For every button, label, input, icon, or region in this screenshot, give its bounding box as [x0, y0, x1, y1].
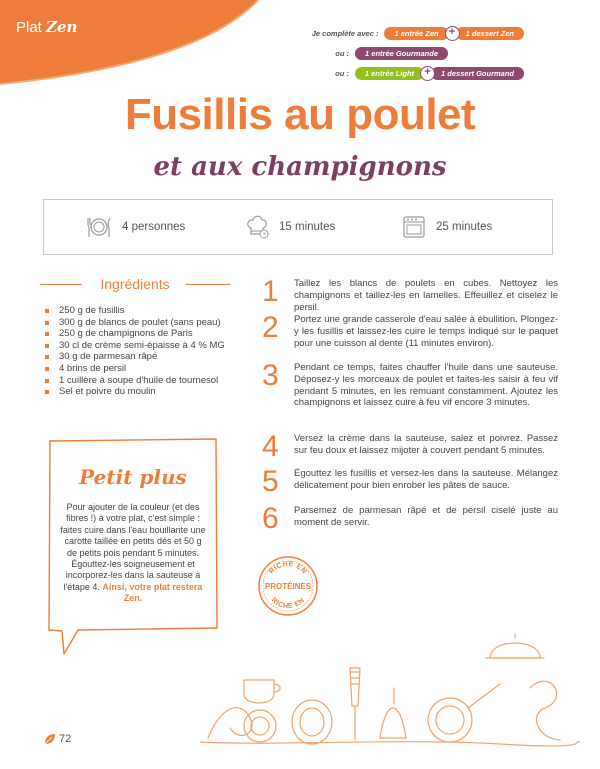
step-number: 4: [262, 430, 279, 463]
step-number: 6: [262, 502, 279, 535]
plus-icon: +: [445, 26, 460, 41]
svg-text:RICHE EN: [268, 561, 308, 576]
servings-text: 4 personnes: [122, 221, 186, 233]
ingredient-item: 250 g de fusillis: [45, 305, 245, 317]
step-number: 3: [262, 359, 279, 392]
badge-middle-text: PROTÉINES: [264, 582, 312, 591]
cook-time-info: [402, 215, 492, 239]
combo-pill: 1 entrée Light: [355, 67, 424, 80]
ingredient-item: 4 brins de persil: [45, 363, 245, 375]
ingredient-item: 1 cuillère à soupe d'huile de tournesol: [45, 375, 245, 387]
step: [262, 311, 558, 349]
protein-badge: [256, 554, 320, 618]
plate-cutlery-icon: [86, 215, 112, 239]
combo-row-2: [204, 46, 524, 60]
combo-row-3: [204, 66, 524, 80]
combo-pill: 1 entrée Gourmande: [355, 47, 448, 60]
step-text: Égouttez les fusillis et versez-les dans la sauteuse. Mélangez délicatement pour bien enrober les pâtes de sauce.: [294, 468, 558, 491]
chef-hat-icon: [245, 214, 269, 240]
step: [262, 275, 558, 313]
svg-text:RICHE EN: [270, 597, 306, 610]
leaf-icon: [44, 733, 56, 745]
page-number-text: 72: [59, 733, 72, 745]
ingredient-item: Sel et poivre du moulin: [45, 386, 245, 398]
step: [262, 430, 558, 463]
ingredients-title: Ingrédients: [100, 276, 170, 292]
kitchen-illustration: [200, 628, 580, 748]
step-number: 2: [262, 311, 279, 344]
page-number: [44, 733, 71, 745]
prep-time-info: [245, 214, 335, 240]
recipe-title: Fusillis au poulet: [124, 90, 476, 139]
combo-label: ou :: [335, 68, 349, 78]
step-text: Parsemez de parmesan râpé et de persil ciselé juste au moment de servir.: [294, 505, 558, 528]
tip-text: Pour ajouter de la couleur (et des fibres !) à votre plat, c'est simple : faites cuire dans l'eau bouillante une carotte taillée en petits dés et 50 g de petits pois pendant 5 minutes. Égouttez-les soigneusement et incorporez-les dans la sauteuse à l'étape 4.: [60, 502, 206, 592]
ingredient-item: 250 g de champignons de Paris: [45, 328, 245, 340]
ingredient-item: 30 cl de crème semi-épaisse à 4 % MG: [45, 340, 245, 352]
heading-rule: [186, 284, 230, 285]
plus-icon: +: [420, 66, 435, 81]
step-number: 5: [262, 465, 279, 498]
recipe-info-box: [43, 199, 553, 255]
step: [262, 465, 558, 498]
step-text: Taillez les blancs de poulets en cubes. Nettoyez les champignons et taillez-les en lamelles. Effeuillez et ciselez le persil.: [294, 278, 558, 313]
combo-pill: 1 entrée Zen: [384, 27, 448, 40]
step-number: 1: [262, 275, 279, 308]
section-prefix: Plat: [16, 19, 42, 36]
prep-time-text: 15 minutes: [279, 221, 336, 233]
step-text: Portez une grande casserole d'eau salée à ébullition. Plongez-y les fusillis et laissez-les cuire le temps indiqué sur le paquet pour une cuisson al dente (11 minutes environ).: [294, 314, 558, 349]
ingredients-list: [45, 305, 245, 398]
combo-pill: 1 dessert Gourmand: [431, 67, 524, 80]
combo-pill: 1 dessert Zen: [456, 27, 524, 40]
ingredient-item: 30 g de parmesan râpé: [45, 351, 245, 363]
badge-bottom-text: RICHE EN: [269, 596, 307, 611]
step: [262, 359, 558, 409]
tip-title: Petit plus: [79, 465, 187, 489]
oven-icon: [402, 215, 426, 239]
badge-top-text: RICHE EN: [268, 560, 308, 576]
cook-time-text: 25 minutes: [436, 221, 493, 233]
combo-row-1: [204, 26, 524, 40]
servings-info: [86, 215, 185, 239]
step-text: Versez la crème dans la sauteuse, salez et poivrez. Passez sur feu doux et laissez mijoter à couvert pendant 5 minutes.: [294, 433, 558, 456]
recipe-subtitle: et aux champignons: [153, 152, 447, 182]
tip-box: [46, 438, 220, 656]
combo-label: ou :: [335, 48, 350, 58]
step: [262, 502, 558, 535]
tip-highlight: Ainsi, votre plat restera Zen.: [102, 581, 203, 604]
step-text: Pendant ce temps, faites chauffer l'huile dans une sauteuse. Déposez-y les morceaux de poulet et faites-les saisir à feu vif pendant 5 minutes, en les remuant constamment. Ajoutez les champignons et laissez cuire à feu vif encore 3 minutes.: [294, 362, 558, 409]
ingredient-item: 300 g de blancs de poulet (sans peau): [45, 317, 245, 329]
tip-body: [60, 502, 206, 605]
menu-combinations: [204, 26, 524, 86]
combo-label: Je complète avec :: [311, 28, 379, 38]
section-accent: Zen: [46, 18, 78, 36]
ingredients-heading: [40, 274, 230, 294]
section-label: [16, 18, 77, 36]
